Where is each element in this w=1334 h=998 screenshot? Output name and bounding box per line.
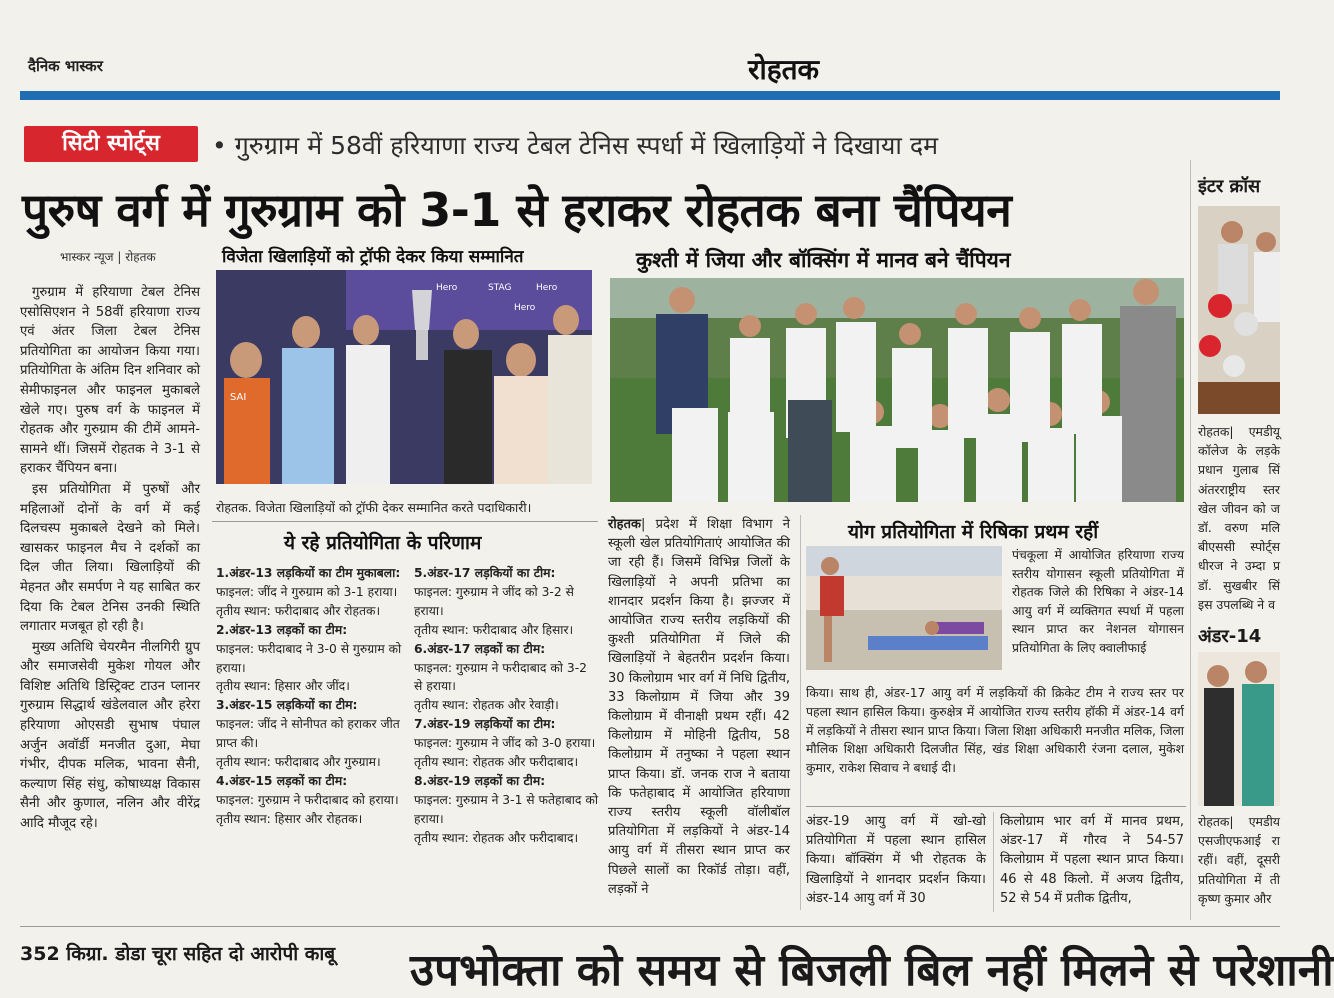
divider xyxy=(20,926,1280,927)
sidebar-photo-2 xyxy=(1198,652,1280,806)
lead-story-column xyxy=(20,283,200,923)
lead-paragraph: इस प्रतियोगिता में पुरुषों और महिलाओं दोनों के वर्ग में कई दिलचस्प मुकाबले देखने को मिले। खासकर फाइनल मैच ने दर्शकों का दिल जीत लिया। खिलाड़ियों की मेहनत और समर्पण ने यह साबित कर दिया कि टेबल टेनिस उनकी स्थिति लगातार मजबूत हो रही है। xyxy=(20,481,200,635)
column-divider xyxy=(1190,160,1191,920)
result-line: फाइनल: जींद ने गुरुग्राम को 3-1 हराया। xyxy=(216,584,398,599)
team-photo xyxy=(610,278,1184,502)
yoga-text-below-photo: किया। साथ ही, अंडर-17 आयु वर्ग में लड़कियों की क्रिकेट टीम ने राज्य स्तर पर पहला स्थान हासिल किया। कुरुक्षेत्र में आयोजित राज्य स्तरीय हॉकी में अंडर-14 वर्ग में लड़कियों ने तीसरा स्थान प्राप्त किया। जिला शिक्षा अधिकारी मनजीत मलिक, जिला मौलिक शिक्षा अधिकारी दिलजीत सिंह, खंड शिक्षा अधिकारी रंजना दलाल, मुकेश कुमार, राकेश सिवाच ने बधाई दी। xyxy=(806,685,1184,776)
shirt-text: SAI xyxy=(230,392,247,403)
yoga-text-beside-photo: पंचकूला में आयोजित हरियाणा राज्य स्तरीय योगासन स्कूली प्रतियोगिता में रोहतक जिले की रिषिका ने अंडर-14 आयु वर्ग में व्यक्तिगत स्पर्धा में पहला स्थान प्राप्त कर नेशनल योगासन प्रतियोगिता के लिए क्वालीफाई xyxy=(1012,548,1184,655)
yoga-title: योग प्रतियोगिता में रिषिका प्रथम रहीं xyxy=(848,521,1099,543)
result-line: फाइनल: गुरुग्राम ने फरीदाबाद को हराया। xyxy=(216,792,399,807)
divider xyxy=(806,806,1186,807)
result-line: तृतीय स्थान: रोहतक और फरीदाबाद। xyxy=(414,755,579,770)
result-heading: 7.अंडर-19 लड़कियों का टीम: xyxy=(414,717,556,732)
masthead-rule xyxy=(20,91,1280,100)
sidebar-photo xyxy=(1198,206,1280,414)
result-line: फाइनल: गुरुग्राम ने जींद को 3-2 से हराया। xyxy=(414,584,574,618)
sidebar-photo-image xyxy=(1198,206,1280,414)
result-line: फाइनल: गुरुग्राम ने जींद को 3-0 हराया। xyxy=(414,736,596,751)
dateline-separator: | xyxy=(640,517,656,532)
banner-text: STAG xyxy=(488,283,512,293)
result-line: तृतीय स्थान: रोहतक और रेवाड़ी। xyxy=(414,698,559,713)
result-line: तृतीय स्थान: हिसार और रोहतक। xyxy=(216,811,363,826)
result-line: तृतीय स्थान: फरीदाबाद और गुरुग्राम। xyxy=(216,755,381,770)
result-line: फाइनल: जींद ने सोनीपत को हराकर जीत प्राप्त की। xyxy=(216,717,400,751)
bottom-headline-right: उपभोक्ता को समय से बिजली बिल नहीं मिलने से परेशानी xyxy=(410,945,1334,996)
kicker-line: • गुरुग्राम में 58वीं हरियाणा राज्य टेबल टेनिस स्पर्धा में खिलाड़ियों ने दिखाया दम xyxy=(212,131,939,160)
wrestling-body-text: प्रदेश में शिक्षा विभाग ने स्कूली खेल प्रतियोगिताएं आयोजित की जा रही हैं। जिसमें विभिन्न जिलों के खिलाड़ियों ने अपनी प्रतिभा का शानदार प्रदर्शन किया है। झज्जर में आयोजित राज्य स्तरीय लड़कियों की कुश्ती प्रतियोगिता में जिले की खिलाड़ियों ने बेहतरीन प्रदर्शन किया। 30 किलोग्राम भार वर्ग में निधि द्वितीय, 33 किलोग्राम में जिया और 39 किलोग्राम में वीनाक्षी प्रथम रहीं। 42 किलोग्राम में मोहिनी द्वितीय, 58 किलोग्राम में तनुष्का ने पहला स्थान प्राप्त किया। डॉ. जनक राज ने बताया कि फतेहाबाद में आयोजित हरियाणा राज्य स्तरीय स्कूली वॉलीबॉल प्रतियोगिता में लड़कियों ने अंडर-14 आयु वर्ग में तीसरा स्थान प्राप्त कर पिछले सालों का रिकॉर्ड तोड़ा। वहीं, लड़कों ने xyxy=(608,517,790,897)
section-badge: सिटी स्पोर्ट्स xyxy=(24,126,198,162)
sidebar-photo-2-image xyxy=(1198,652,1280,806)
column-divider xyxy=(993,812,994,912)
lead-paragraph: मुख्य अतिथि चेयरमैन नीलगिरी ग्रुप और समाजसेवी मुकेश गोयल और विशिष्ट अतिथि डिस्ट्रिक्ट टाउन प्लानर गुरुग्राम सिद्धार्थ खंडेलवाल और हरेरा हरियाणा ओएसडी सुभाष पंघाल अर्जुन अवॉर्डी मनजीत दुआ, मेघा गंभीर, दीपक मलिक, भावना सैनी, कल्याण सिंह संधु, कोषाध्यक्ष विकास सैनी और कुणाल, नलिन और वीरेंद्र आदि मौजूद रहे। xyxy=(20,639,200,832)
trophy-photo-image xyxy=(216,270,592,484)
result-heading: 4.अंडर-15 लड़कों का टीम: xyxy=(216,773,348,788)
banner-text: Hero xyxy=(514,303,536,313)
main-headline: पुरुष वर्ग में गुरुग्राम को 3-1 से हराकर रोहतक बना चैंपियन xyxy=(22,183,1012,237)
banner-text: Hero xyxy=(536,283,558,293)
divider xyxy=(212,521,598,522)
results-right-column xyxy=(414,564,598,924)
bottom-strip xyxy=(0,938,1334,996)
results-left-column xyxy=(216,564,406,924)
result-heading: 8.अंडर-19 लड़कों का टीम: xyxy=(414,773,546,788)
result-line: तृतीय स्थान: फरीदाबाद और हिसार। xyxy=(414,622,574,637)
result-line: तृतीय स्थान: फरीदाबाद और रोहतक। xyxy=(216,603,381,618)
bottom-headline-left: 352 किग्रा. डोडा चूरा सहित दो आरोपी काबू xyxy=(20,943,336,965)
wrestling-story-col3: किलोग्राम भार वर्ग में मानव प्रथम, अंडर-17 में गौरव ने 54-57 किलोग्राम में पहला स्थान प्राप्त किया। 46 से 48 किलो. में अजय द्वितीय, 52 से 54 में प्रतीक द्वितीय, xyxy=(1000,814,1184,906)
result-line: फाइनल: गुरुग्राम ने फरीदाबाद को 3-2 से हराया। xyxy=(414,660,587,694)
sidebar-text-2: रोहतक| एमडीय एसजीएफआई रा रहीं। वहीं, दूसरी प्रतियोगिता में ती कृष्ण कुमार और xyxy=(1198,814,1280,906)
wrestling-story-col2: अंडर-19 आयु वर्ग में खो-खो प्रतियोगिता में पहला स्थान हासिल किया। बॉक्सिंग में भी रोहतक के खिलाड़ियों ने शानदार प्रदर्शन किया। अंडर-14 आयु वर्ग में 30 xyxy=(806,814,986,906)
result-line: फाइनल: गुरुग्राम ने 3-1 से फतेहाबाद को हराया। xyxy=(414,792,599,826)
result-line: फाइनल: फरीदाबाद ने 3-0 से गुरुग्राम को हराया। xyxy=(216,641,402,675)
result-heading: 1.अंडर-13 लड़कियों का टीम मुकाबला: xyxy=(216,566,401,580)
result-line: तृतीय स्थान: हिसार और जींद। xyxy=(216,679,350,694)
masthead-city: रोहतक xyxy=(748,53,820,86)
result-heading: 6.अंडर-17 लड़कों का टीम: xyxy=(414,641,546,656)
banner-text: Hero xyxy=(436,283,458,293)
result-heading: 3.अंडर-15 लड़कियों का टीम: xyxy=(216,698,358,713)
column-divider xyxy=(800,515,801,910)
byline: भास्कर न्यूज | रोहतक xyxy=(60,250,156,264)
sidebar-headline-2: अंडर-14 xyxy=(1198,626,1262,647)
yoga-photo xyxy=(806,546,1002,670)
trophy-photo-caption: रोहतक. विजेता खिलाड़ियों को ट्रॉफी देकर सम्मानित करते पदाधिकारी। xyxy=(216,500,532,515)
yoga-photo-image xyxy=(806,546,1002,670)
result-line: तृतीय स्थान: रोहतक और फरीदाबाद। xyxy=(414,830,579,845)
team-photo-image xyxy=(610,278,1184,502)
masthead-brand: दैनिक भास्कर xyxy=(28,57,103,75)
sidebar-headline: इंटर क्रॉस xyxy=(1198,176,1261,197)
lead-paragraph: गुरुग्राम में हरियाणा टेबल टेनिस एसोसिएशन ने 58वीं हरियाणा राज्य एवं अंतर जिला टेबल टेनिस प्रतियोगिता का आयोजन किया गया। प्रतियोगिता के अंतिम दिन शनिवार को सेमीफाइनल और फाइनल मुकाबले खेले गए। पुरुष वर्ग के फाइनल में रोहतक और गुरुग्राम की टीमें आमने-सामने थीं। जिसमें रोहतक ने 3-1 से हराकर चैंपियन बना। xyxy=(20,285,200,477)
wrestling-title: कुश्ती में जिया और बॉक्सिंग में मानव बने चैंपियन xyxy=(636,248,1011,272)
sidebar-text-1: रोहतक| एमडीयू कॉलेज के लड़के प्रधान गुलाब सिं अंतरराष्ट्रीय स्तर खेल जीवन को ज डॉ. वरुण मलि बीएससी स्पोर्ट्स धीरज ने उम्दा प्र डॉ. सुखबीर सिं इस उपलब्धि ने व xyxy=(1198,424,1280,612)
trophy-photo xyxy=(216,270,592,484)
results-title: ये रहे प्रतियोगिता के परिणाम xyxy=(284,532,482,554)
wrestling-story-body xyxy=(608,515,790,915)
result-heading: 5.अंडर-17 लड़कियों का टीम: xyxy=(414,566,556,580)
trophy-photo-title: विजेता खिलाड़ियों को ट्रॉफी देकर किया सम्मानित xyxy=(222,247,524,267)
dateline: रोहतक xyxy=(608,517,641,532)
result-heading: 2.अंडर-13 लड़कों का टीम: xyxy=(216,622,348,637)
